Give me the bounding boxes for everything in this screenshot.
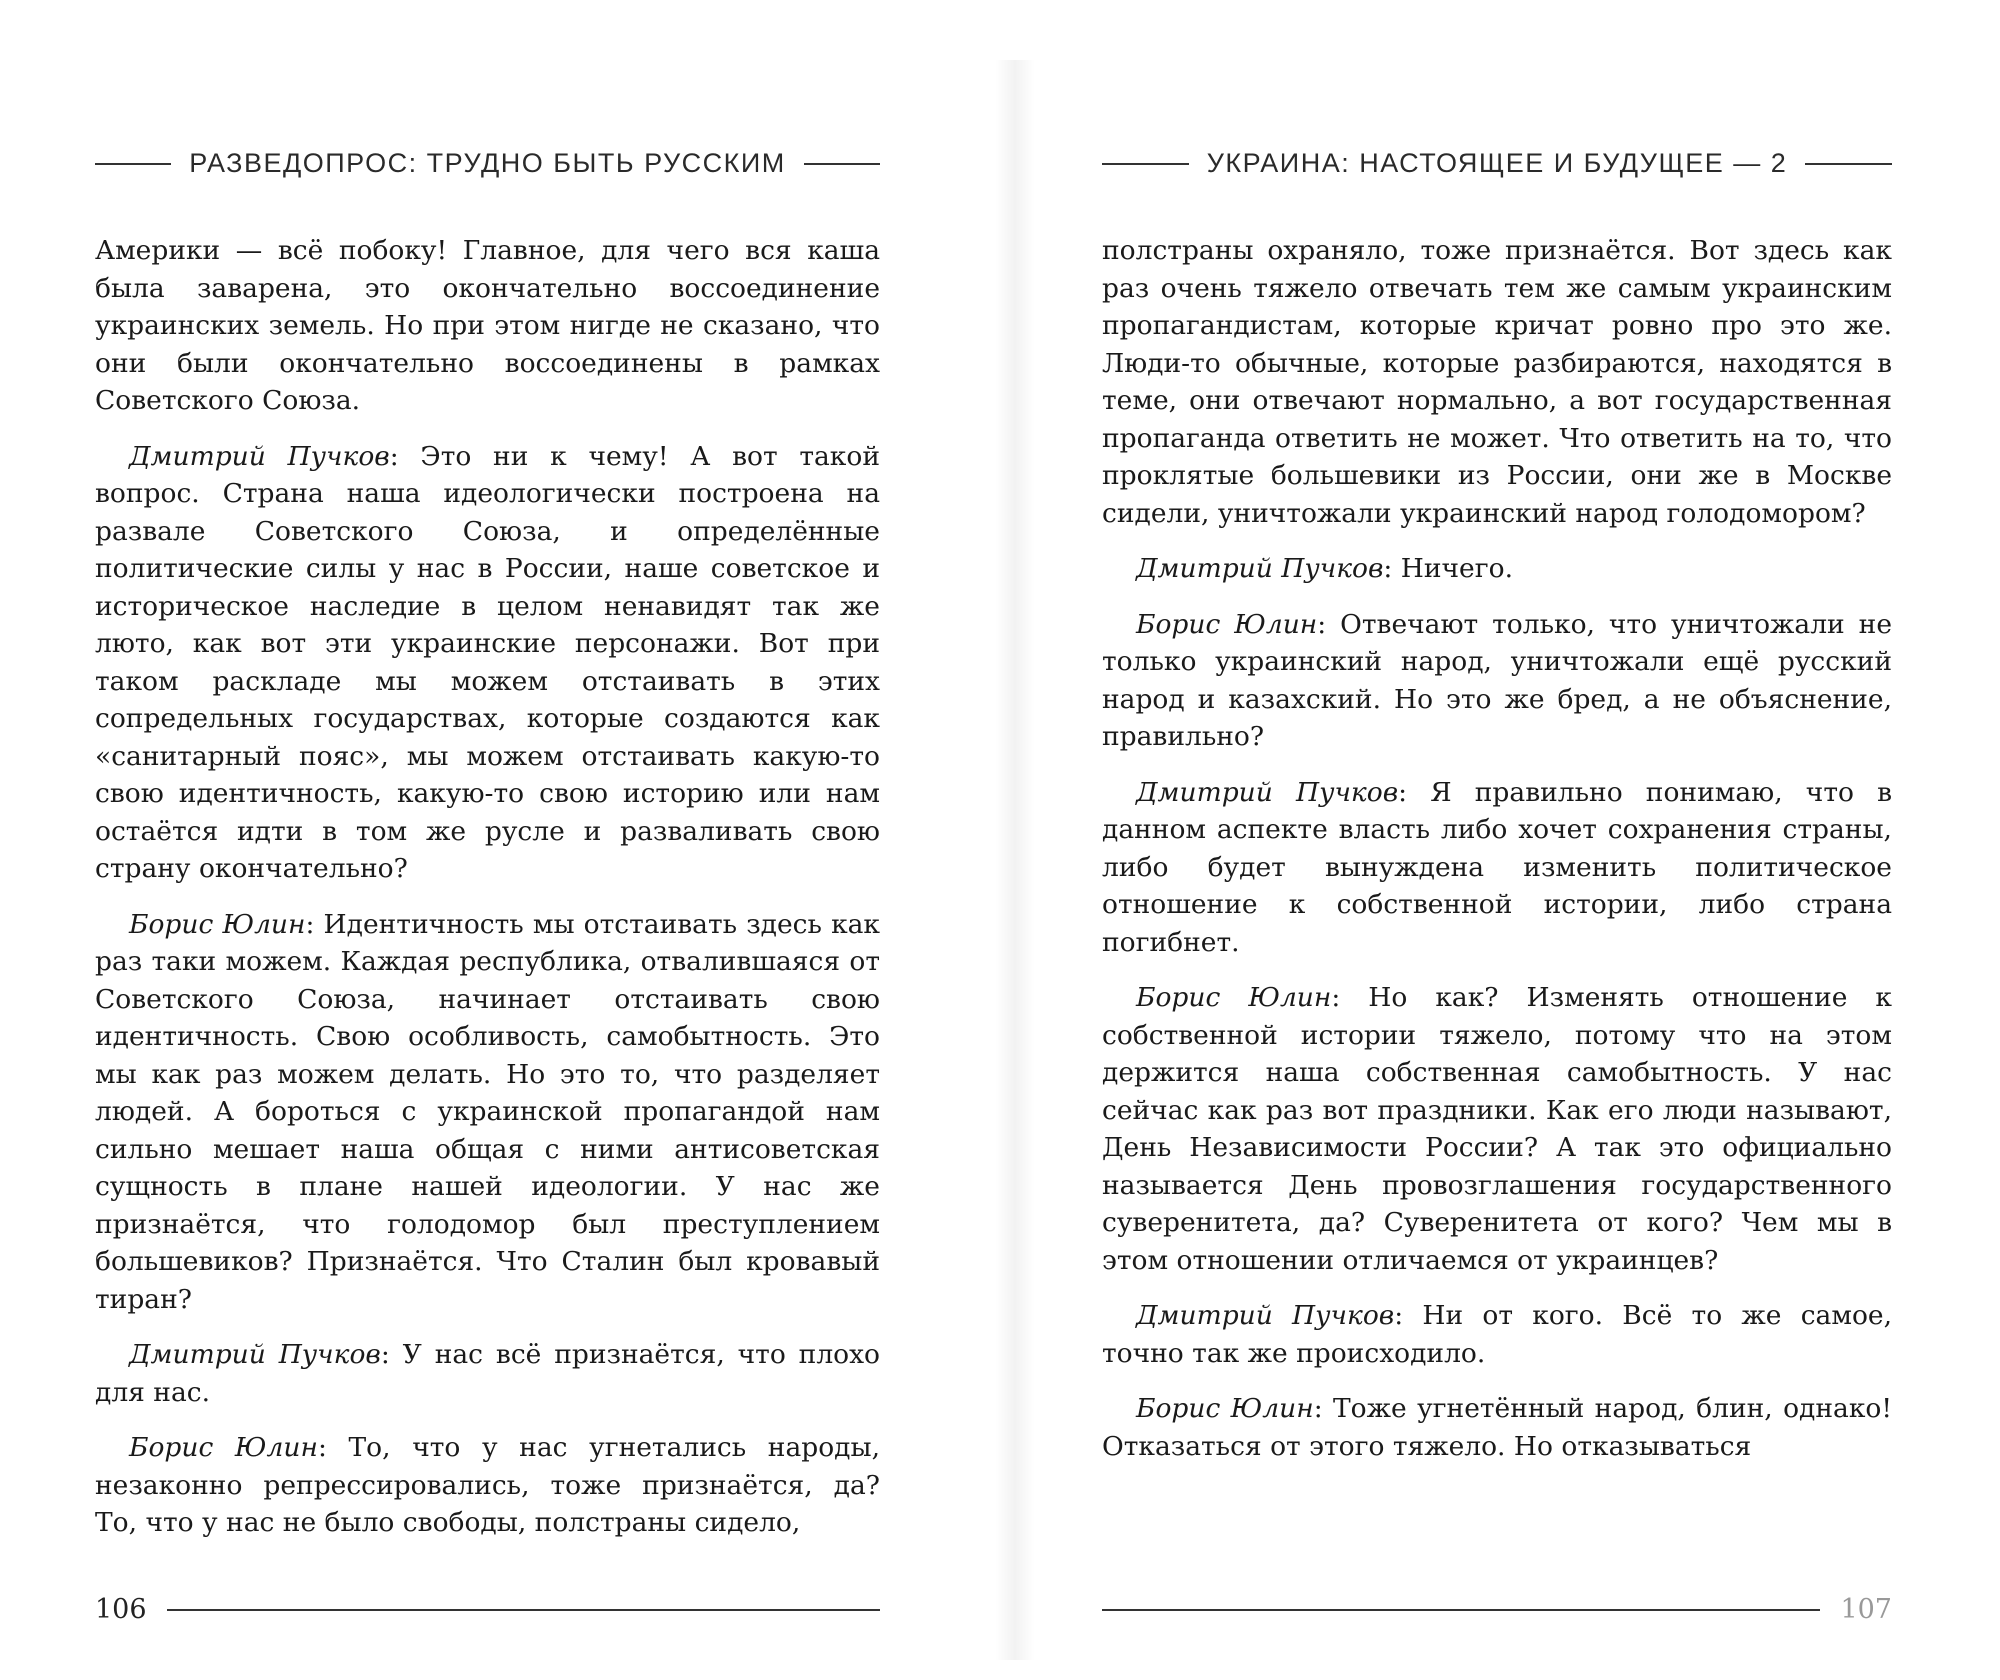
page-number: 106 (95, 1594, 147, 1625)
paragraph-text: : Я правильно понимаю, что в данном аспекте власть либо хочет сохранения страны, либо будет вынуждена изменить политическое отношение к собственной истории, либо страна погибнет. (1102, 776, 1892, 958)
header-rule (1805, 163, 1892, 165)
book-gutter (995, 60, 1035, 1660)
paragraph-text: : Это ни к чему! А вот такой вопрос. Страна наша идеологически построена на развале Советского Союза, и определённые политические силы у нас в России, наше советское и историческое наследие в целом ненавидят так же люто, как вот эти украинские персонажи. Вот при таком раскладе мы можем отстаивать в этих сопредельных государствах, которые создаются как «санитарный пояс», мы можем отстаивать какую-то свою идентичность, какую-то свою историю или нам остаётся идти в том же русле и разваливать свою страну окончательно? (95, 440, 880, 884)
paragraph (1102, 606, 1892, 756)
right-page (1102, 0, 1892, 1680)
page-number: 107 (1840, 1594, 1892, 1625)
speaker-name: Борис Юлин (129, 1432, 318, 1463)
paragraph (95, 438, 880, 888)
paragraph (95, 1336, 880, 1411)
paragraph-text: : То, что у нас угнетались народы, незаконно репрессировались, тоже признаётся, да? То, что у нас не было свободы, полстраны сидело, (95, 1432, 880, 1538)
left-running-head (95, 148, 880, 179)
right-footer (1102, 1594, 1892, 1625)
paragraph-text: : Но как? Изменять отношение к собственной истории тяжело, потому что на этом держится наша собственная самобытность. У нас сейчас как раз вот праздники. Как его люди называют, День Независимости России? А так это официально называется День провозглашения государственного суверенитета, да? Суверенитета от кого? Чем мы в этом отношении отличаемся от украинцев? (1102, 982, 1892, 1276)
paragraph (1102, 232, 1892, 532)
paragraph (1102, 979, 1892, 1279)
paragraph-text: : Отвечают только, что уничтожали не только украинский народ, уничтожали ещё русский народ и казахский. Но это же бред, а не объяснение, правильно? (1102, 608, 1893, 752)
paragraph (95, 906, 880, 1319)
paragraph (1102, 1390, 1892, 1465)
left-page (95, 0, 880, 1680)
right-page-text (1102, 232, 1892, 1483)
speaker-name: Дмитрий Пучков (1136, 776, 1399, 808)
left-page-text (95, 232, 880, 1560)
header-rule (95, 163, 171, 165)
footer-rule (167, 1609, 880, 1611)
paragraph-text: : Идентичность мы отстаивать здесь как раз таки можем. Каждая республика, отвалившаяся от Советского Союза, начинает отстаивать свою идентичность. Свою особливость, самобытность. Это мы как раз можем делать. Но это то, что разделяет людей. А бороться с украинской пропагандой нам сильно мешает наша общая с ними антисоветская сущность в плане нашей идеологии. У нас же признаётся, что голодомор был преступлением большевиков? Признаётся. Что Сталин был кровавый тиран? (95, 908, 880, 1315)
speaker-name: Дмитрий Пучков (129, 1339, 381, 1370)
paragraph (95, 1429, 880, 1542)
paragraph (1102, 1297, 1892, 1372)
left-running-head-title: РАЗВЕДОПРОС: ТРУДНО БЫТЬ РУССКИМ (189, 148, 786, 178)
paragraph-text: : Ни от кого. Всё то же самое, точно так же происходило. (1102, 1300, 1893, 1369)
paragraph (1102, 550, 1892, 588)
paragraph-text: : Ничего. (1383, 553, 1513, 584)
paragraph-text: полстраны охраняло, тоже признаётся. Вот здесь как раз очень тяжело отвечать тем же самым украинским пропагандистам, которые кричат ровно про это же. Люди-то обычные, которые разбираются, находятся в теме, они отвечают нормально, а вот государственная пропаганда ответить не может. Что ответить на то, что проклятые большевики из России, они же в Москве сидели, уничтожали украинский народ голодомором? (1102, 235, 1892, 529)
speaker-name: Дмитрий Пучков (129, 440, 390, 472)
speaker-name: Дмитрий Пучков (1136, 1300, 1395, 1331)
speaker-name: Борис Юлин (1136, 982, 1332, 1013)
right-running-head-title: УКРАИНА: НАСТОЯЩЕЕ И БУДУЩЕЕ — 2 (1206, 148, 1788, 178)
header-rule (804, 163, 880, 165)
speaker-name: Борис Юлин (1136, 1393, 1314, 1424)
header-rule (1102, 163, 1189, 165)
speaker-name: Борис Юлин (1136, 608, 1318, 640)
footer-rule (1102, 1609, 1820, 1611)
paragraph-text: : У нас всё признаётся, что плохо для нас. (95, 1339, 881, 1408)
speaker-name: Дмитрий Пучков (1136, 553, 1384, 584)
paragraph-text: Америки — всё побоку! Главное, для чего вся каша была заварена, это окончательно воссоединение украинских земель. Но при этом нигде не сказано, что они были окончательно воссоединены в рамках Советского Союза. (95, 235, 880, 416)
paragraph (1102, 774, 1892, 962)
right-running-head (1102, 148, 1892, 179)
paragraph (95, 232, 880, 420)
left-footer (95, 1594, 880, 1625)
paragraph-text: : Тоже угнетённый народ, блин, однако! Отказаться от этого тяжело. Но отказываться (1102, 1393, 1892, 1462)
speaker-name: Борис Юлин (129, 908, 306, 940)
